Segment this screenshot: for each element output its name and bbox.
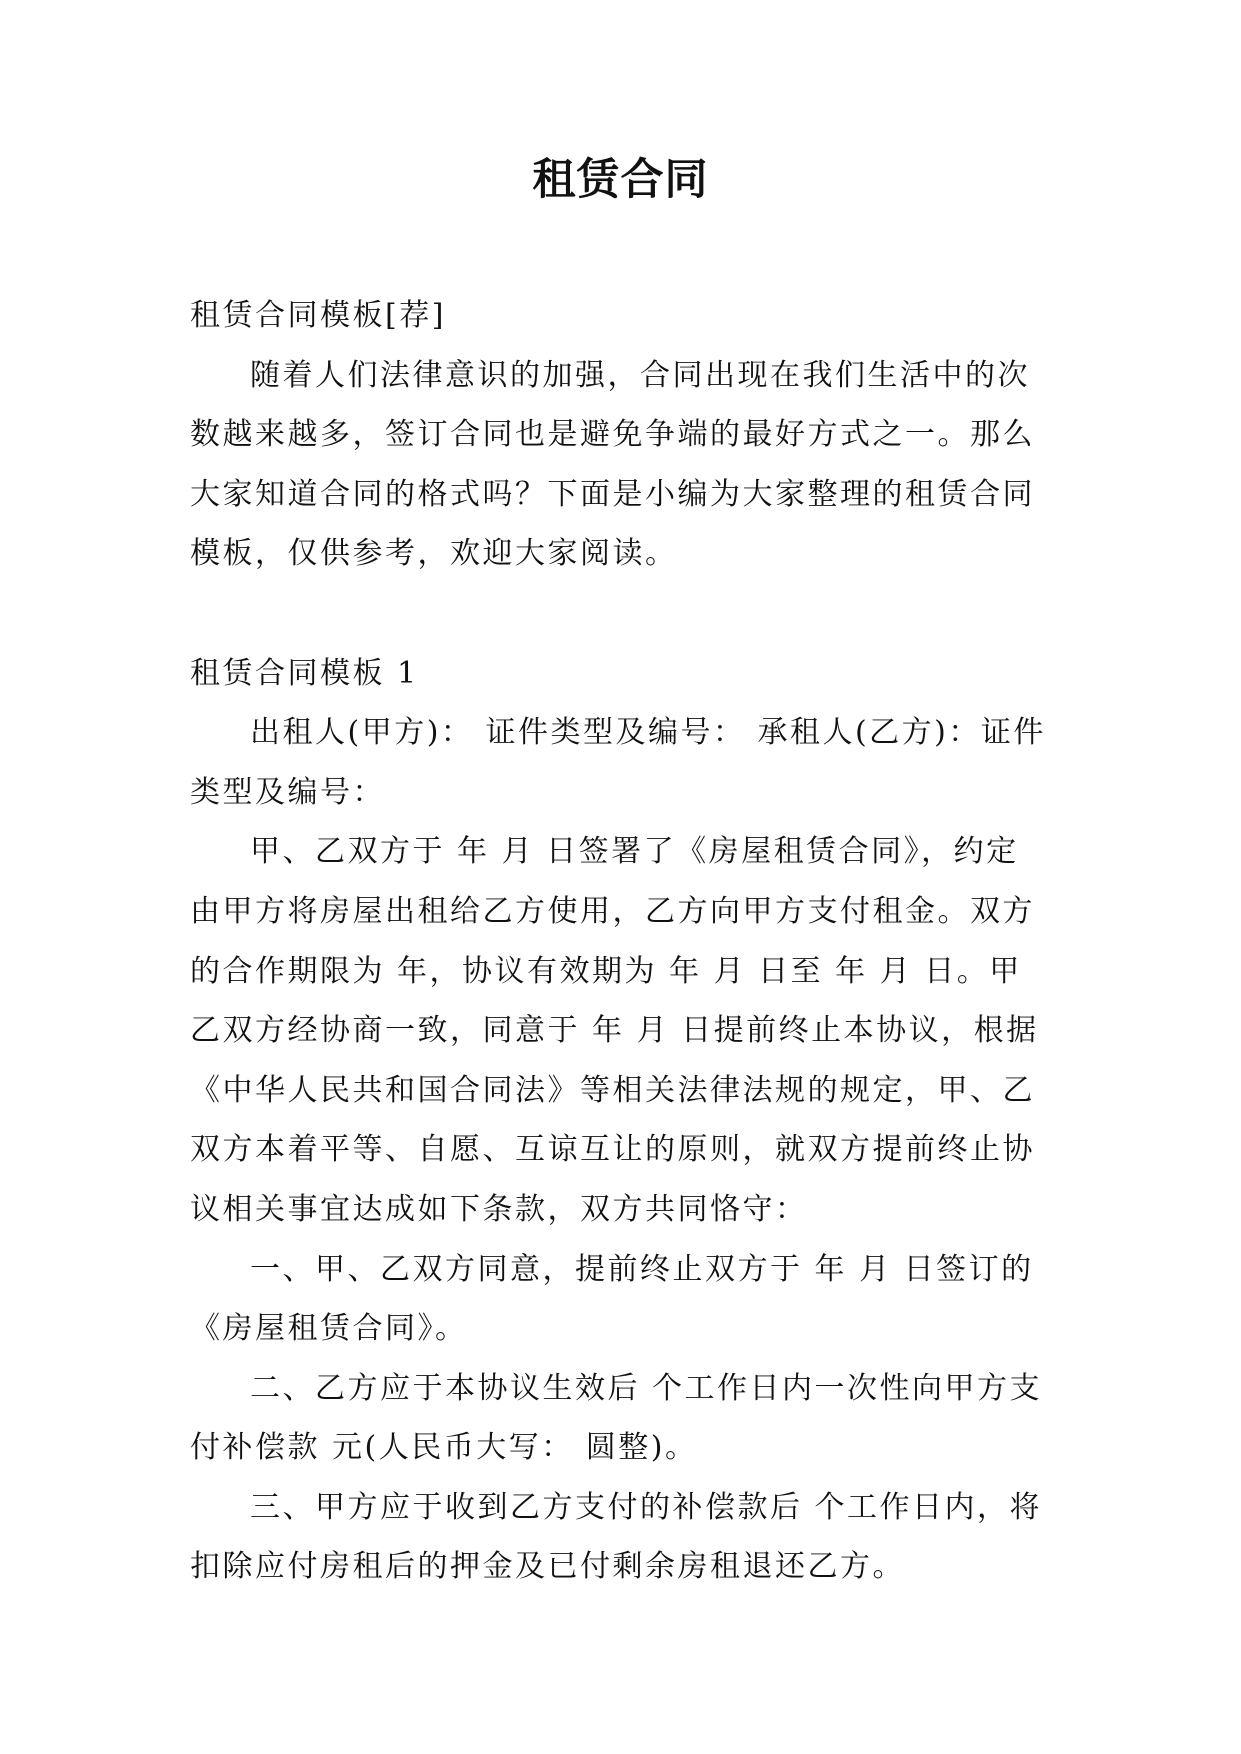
section-heading-templates: 租赁合同模板[荐] <box>190 298 446 333</box>
section-heading-template-1: 租赁合同模板 1 <box>190 655 419 691</box>
parties-paragraph: 出租人(甲方)： 证件类型及编号： 承租人(乙方)：证件类型及编号： <box>190 715 1046 810</box>
clause-2: 二、乙方应于本协议生效后 个工作日内一次性向甲方支付补偿款 元(人民币大写： 圆整)。 <box>190 1370 1043 1466</box>
document-body <box>190 286 1050 1597</box>
clause-1: 一、甲、乙双方同意，提前终止双方于 年 月 日签订的《房屋租赁合同》。 <box>190 1251 1034 1347</box>
intro-paragraph: 随着人们法律意识的加强，合同出现在我们生活中的次数越来越多，签订合同也是避免争端的最好方式之一。那么大家知道合同的格式吗？下面是小编为大家整理的租赁合同模板，仅供参考，欢迎大家阅读。 <box>190 357 1035 572</box>
paragraph-spacer <box>190 584 1050 644</box>
agreement-paragraph: 甲、乙双方于 年 月 日签署了《房屋租赁合同》，约定由甲方将房屋出租给乙方使用，乙方向甲方支付租金。双方的合作期限为 年，协议有效期为 年 月 日至 年 月 日。甲乙双方经协商一致，同意于 年 月 日提前终止本协议，根据《中华人民共和国合同法》等相关法律法规的规定，甲、乙双方本着平等、自愿、互谅互让的原则，就双方提前终止协议相关事宜达成如下条款，双方共同恪守： <box>190 834 1039 1227</box>
document-title: 租赁合同 <box>532 155 709 205</box>
clause-3: 三、甲方应于收到乙方支付的补偿款后 个工作日内，将扣除应付房租后的押金及已付剩余房租退还乙方。 <box>190 1489 1043 1585</box>
